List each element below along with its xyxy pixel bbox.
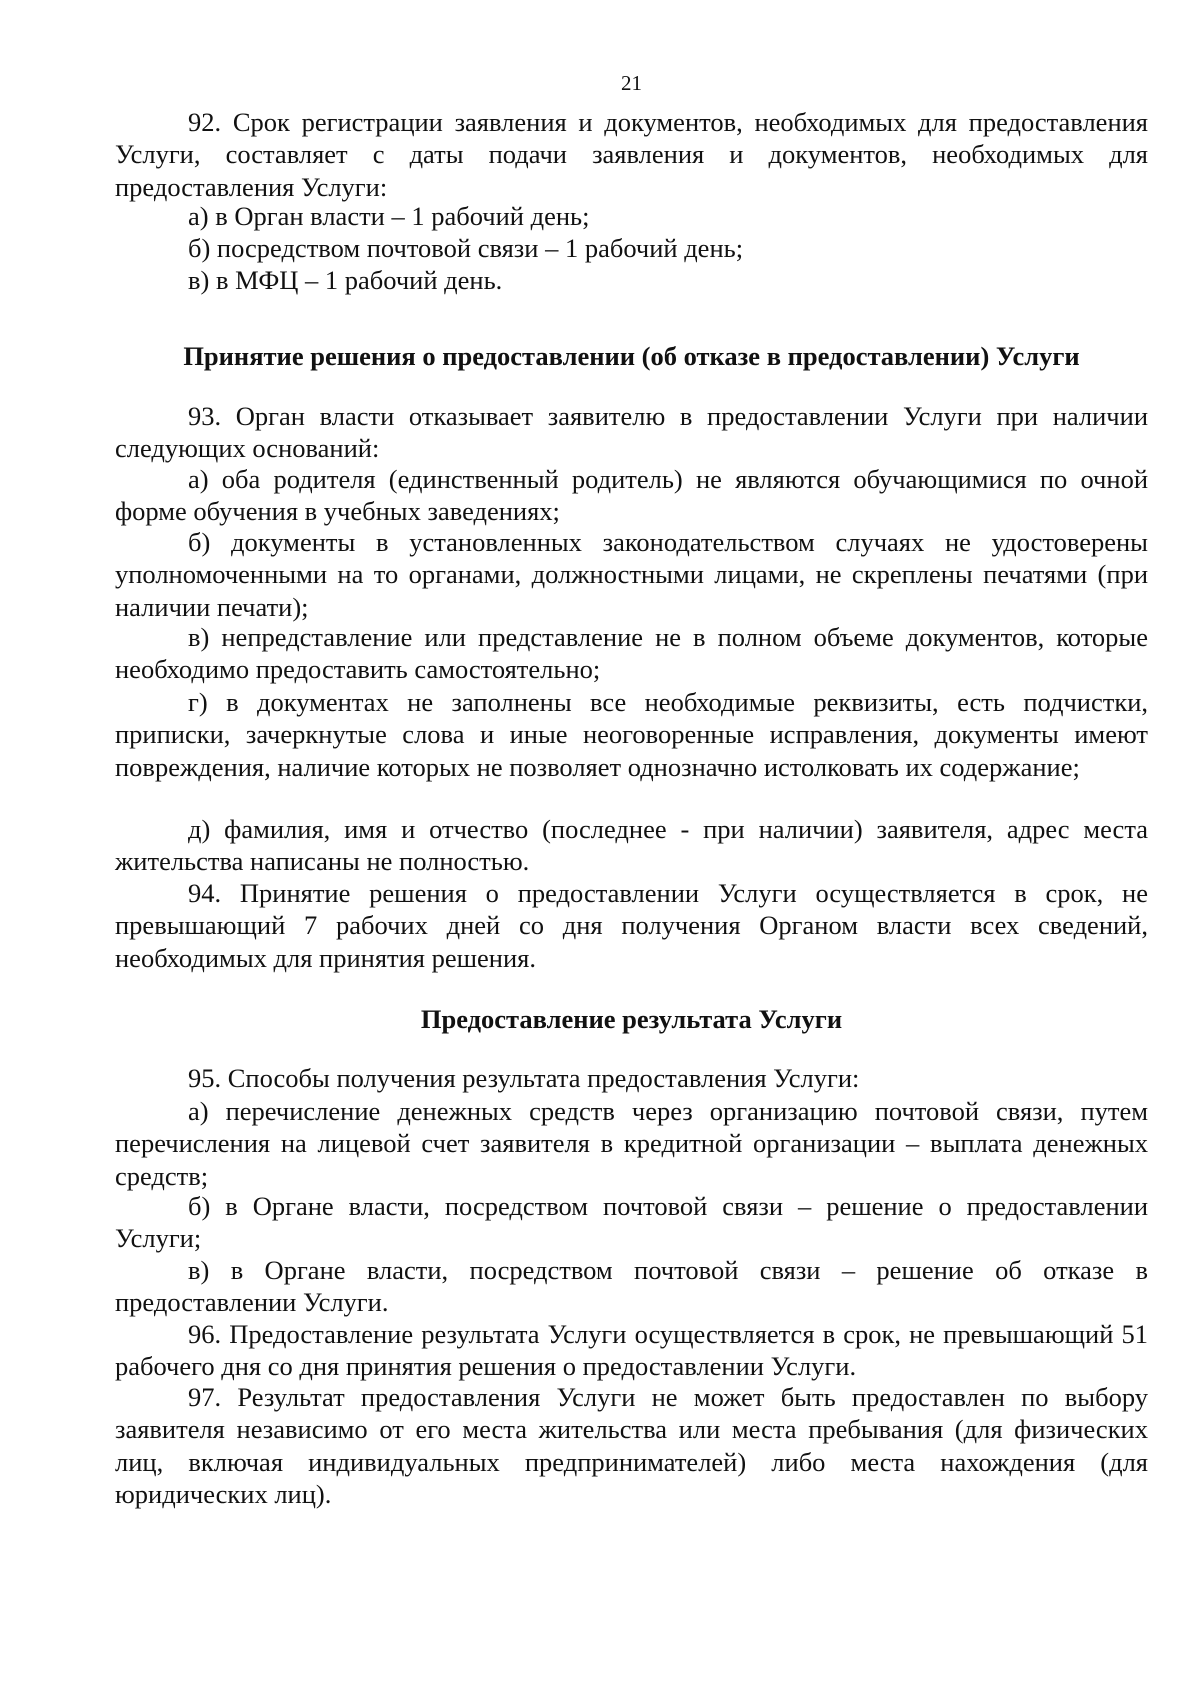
paragraph-95-item-c: в) в Органе власти, посредством почтовой связи – решение об отказе в предоставлении Услуги. <box>115 1255 1148 1318</box>
paragraph-92: 92. Срок регистрации заявления и документов, необходимых для предоставления Услуги, составляет с даты подачи заявления и документов, необходимых для предоставления Услуги: <box>115 107 1148 202</box>
paragraph-95: 95. Способы получения результата предоставления Услуги: <box>188 1063 860 1093</box>
paragraph-93-item-d: г) в документах не заполнены все необходимые реквизиты, есть подчистки, приписки, зачеркнутые слова и иные неоговоренные исправления, документы имеют повреждения, наличие которых не позволяет однозначно истолковать их содержание; <box>115 687 1148 782</box>
paragraph-93-item-a: а) оба родителя (единственный родитель) не являются обучающимися по очной форме обучения в учебных заведениях; <box>115 464 1148 527</box>
paragraph-94: 94. Принятие решения о предоставлении Услуги осуществляется в срок, не превышающий 7 рабочих дней со дня получения Органом власти всех сведений, необходимых для принятия решения. <box>115 878 1148 973</box>
paragraph-93-item-b: б) документы в установленных законодательством случаях не удостоверены уполномоченными на то органами, должностными лицами, не скреплены печатями (при наличии печати); <box>115 527 1148 622</box>
section-heading-result: Предоставление результата Услуги <box>420 1004 843 1034</box>
paragraph-93-item-c: в) непредставление или представление не в полном объеме документов, которые необходимо предоставить самостоятельно; <box>115 622 1148 685</box>
paragraph-93-item-e: д) фамилия, имя и отчество (последнее - при наличии) заявителя, адрес места жительства написаны не полностью. <box>115 814 1148 877</box>
paragraph-95-item-b: б) в Органе власти, посредством почтовой связи – решение о предоставлении Услуги; <box>115 1191 1148 1254</box>
paragraph-97: 97. Результат предоставления Услуги не может быть предоставлен по выбору заявителя независимо от его места жительства или места пребывания (для физических лиц, включая индивидуальных предпринимателей) либо места нахождения (для юридических лиц). <box>115 1382 1148 1510</box>
paragraph-93: 93. Орган власти отказывает заявителю в предоставлении Услуги при наличии следующих оснований: <box>115 401 1148 464</box>
page-number: 21 <box>621 71 642 95</box>
paragraph-95-item-a: а) перечисление денежных средств через организацию почтовой связи, путем перечисления на лицевой счет заявителя в кредитной организации – выплата денежных средств; <box>115 1096 1148 1191</box>
paragraph-92-item-b: б) посредством почтовой связи – 1 рабочий день; <box>188 233 744 263</box>
section-heading-decision: Принятие решения о предоставлении (об отказе в предоставлении) Услуги <box>183 341 1080 371</box>
paragraph-96: 96. Предоставление результата Услуги осуществляется в срок, не превышающий 51 рабочего дня со дня принятия решения о предоставлении Услуги. <box>115 1319 1148 1382</box>
paragraph-92-item-a: а) в Орган власти – 1 рабочий день; <box>188 201 590 231</box>
paragraph-92-item-c: в) в МФЦ – 1 рабочий день. <box>188 265 503 295</box>
